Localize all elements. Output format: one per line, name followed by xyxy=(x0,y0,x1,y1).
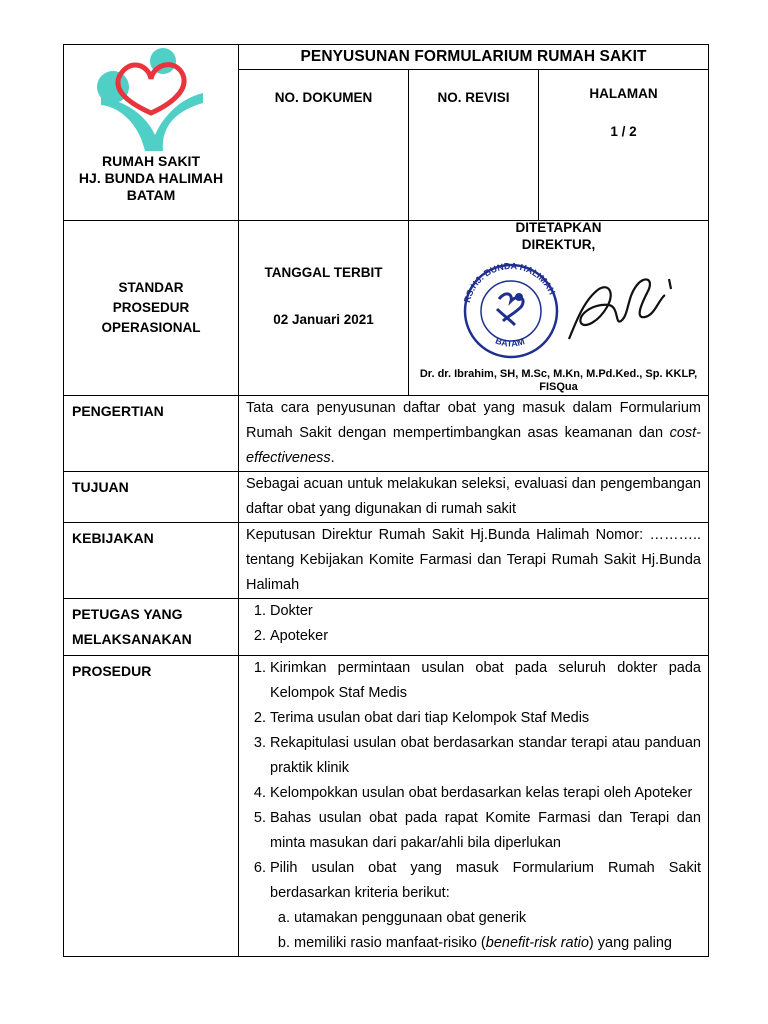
spo-line3: OPERASIONAL xyxy=(101,320,201,335)
list-item: 1. Kirimkan permintaan usulan obat pada seluruh dokter pada Kelompok Staf Medis xyxy=(270,656,701,706)
petugas-list xyxy=(246,599,701,649)
petugas-list-cell xyxy=(239,599,709,656)
hospital-name-line1: RUMAH SAKIT xyxy=(102,153,200,169)
hospital-name-line2: HJ. BUNDA HALIMAH xyxy=(78,170,224,186)
document-title: PENYUSUNAN FORMULARIUM RUMAH SAKIT xyxy=(239,45,709,70)
svg-text:RS.HJ. BUNDA HALIMAH xyxy=(462,261,557,304)
ditetapkan-line1: DITETAPKAN xyxy=(515,220,602,235)
pengertian-label: PENGERTIAN xyxy=(64,396,239,472)
spo-line2: PROSEDUR xyxy=(112,300,190,315)
tanggal-cell xyxy=(239,221,409,396)
stamp-text-top: RS.HJ. BUNDA HALIMAH xyxy=(461,260,558,304)
list-item: 4. Kelompokkan usulan obat berdasarkan kelas terapi oleh Apoteker xyxy=(270,781,701,806)
prosedur-list xyxy=(246,656,701,956)
tujuan-text: Sebagai acuan untuk melakukan seleksi, evaluasi dan pengembangan daftar obat yang digunakan di rumah sakit xyxy=(239,472,709,523)
hospital-name-line3: BATAM xyxy=(126,187,176,203)
heart-hand-logo-icon xyxy=(91,47,211,157)
no-dokumen-label: NO. DOKUMEN xyxy=(239,70,409,221)
list-item xyxy=(270,856,701,956)
ditetapkan-line2: DIREKTUR, xyxy=(521,237,596,252)
pengertian-text-part2: . xyxy=(330,450,335,466)
halaman-label: HALAMAN xyxy=(589,86,658,101)
list-item: 5. Bahas usulan obat pada rapat Komite Farmasi dan Terapi dan minta masukan dari pakar/ahli bila diperlukan xyxy=(270,806,701,856)
sublist-item xyxy=(294,931,701,956)
list-item: 2. Terima usulan obat dari tiap Kelompok Staf Medis xyxy=(270,706,701,731)
pengertian-text xyxy=(239,396,709,472)
content-table xyxy=(63,395,709,957)
kebijakan-label: KEBIJAKAN xyxy=(64,523,239,599)
hospital-logo-cell xyxy=(64,45,239,221)
director-name: Dr. dr. Ibrahim, SH, M.Sc, M.Kn, M.Pd.Ked., Sp. KKLP, FISQua xyxy=(419,368,698,393)
stamp-and-signature xyxy=(459,259,689,359)
criteria-sublist xyxy=(270,906,701,956)
official-stamp-icon xyxy=(462,261,557,357)
svg-text:BATAM xyxy=(494,335,526,348)
list-item: 2. Apoteker xyxy=(270,624,701,649)
sop-document xyxy=(63,44,708,957)
prosedur-item-6-text: Pilih usulan obat yang masuk Formularium Rumah Sakit berdasarkan kriteria berikut: xyxy=(270,860,701,901)
petugas-label xyxy=(64,599,239,656)
prosedur-label: PROSEDUR xyxy=(64,656,239,957)
pengertian-text-italic: cost-effectiveness xyxy=(246,425,701,466)
hospital-logo xyxy=(64,45,238,163)
stamp-text-bottom: BATAM xyxy=(493,335,526,349)
prosedur-list-cell xyxy=(239,656,709,957)
header-table xyxy=(63,44,709,396)
director-signature xyxy=(569,279,671,339)
spo-line1: STANDAR xyxy=(118,280,184,295)
sub-b-part1: memiliki rasio manfaat-risiko ( xyxy=(294,935,486,951)
tanggal-label: TANGGAL TERBIT xyxy=(264,265,383,280)
kebijakan-text: Keputusan Direktur Rumah Sakit Hj.Bunda Halimah Nomor: ……….. tentang Kebijakan Komite Farmasi dan Terapi Rumah Sakit Hj.Bunda Halimah xyxy=(239,523,709,599)
halaman-value: 1 / 2 xyxy=(610,124,637,139)
tanggal-value: 02 Januari 2021 xyxy=(273,312,374,327)
spo-cell xyxy=(64,221,239,396)
no-revisi-label: NO. REVISI xyxy=(409,70,539,221)
sub-b-italic: benefit-risk ratio xyxy=(485,935,589,951)
approval-cell xyxy=(409,221,709,396)
petugas-label-line1: PETUGAS YANG xyxy=(72,606,183,622)
pengertian-text-part1: Tata cara penyusunan daftar obat yang masuk dalam Formularium Rumah Sakit dengan mempertimbangkan asas keamanan dan xyxy=(246,400,701,441)
list-item: 3. Rekapitulasi usulan obat berdasarkan standar terapi atau panduan praktik klinik xyxy=(270,731,701,781)
sub-b-part2: ) yang paling xyxy=(588,935,672,951)
petugas-label-line2: MELAKSANAKAN xyxy=(72,631,192,647)
list-item: 1. Dokter xyxy=(270,599,701,624)
tujuan-label: TUJUAN xyxy=(64,472,239,523)
sublist-item: a. utamakan penggunaan obat generik xyxy=(294,906,701,931)
